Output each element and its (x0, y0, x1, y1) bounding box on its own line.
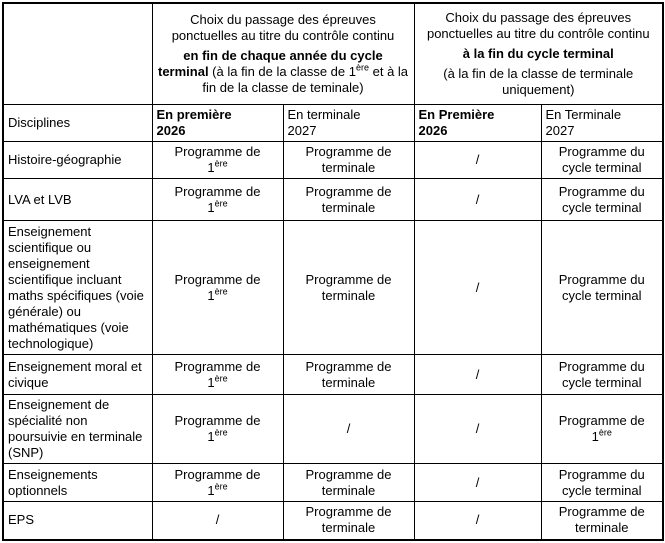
corner-empty-cell (3, 3, 152, 105)
header-right-intro: Choix du passage des épreuves ponctuelles au titre du contrôle continu (426, 10, 650, 41)
programme-cell: Programme du cycle terminal (541, 464, 663, 502)
programme-cell: Programme de terminale (283, 221, 414, 355)
discipline-label: Enseignement scientifique ou enseignement scientifique incluant maths spécifiques (voie générale) ou mathématiques (voie technologique) (3, 221, 152, 355)
programme-cell: / (414, 355, 541, 395)
programme-cell: Programme de terminale (283, 355, 414, 395)
discipline-label: EPS (3, 502, 152, 540)
programme-cell: / (152, 502, 283, 540)
programme-cell: / (414, 502, 541, 540)
table-row (3, 395, 663, 464)
discipline-label: LVA et LVB (3, 179, 152, 221)
header-left-intro: Choix du passage des épreuves ponctuelles au titre du contrôle continu (171, 12, 395, 43)
discipline-label: Histoire-géographie (3, 142, 152, 179)
header-row-groups (3, 3, 663, 105)
programme-cell: Programme de terminale (283, 502, 414, 540)
programme-cell: Programme de 1ère (152, 355, 283, 395)
header-group-cycle-annual (152, 3, 414, 105)
programme-cell: Programme de 1ère (152, 395, 283, 464)
programme-cell: / (414, 221, 541, 355)
col-header-line2: 2026 (156, 123, 186, 138)
programme-cell: / (414, 179, 541, 221)
programme-cell: / (414, 464, 541, 502)
header-left-detail: en fin de chaque année du cycle terminal (à la fin de la classe de 1ère et à la fin de la classe de teminale) (157, 48, 409, 95)
col-header-line1: En terminale (287, 107, 361, 122)
programme-cell: Programme du cycle terminal (541, 355, 663, 395)
header-right-detail: (à la fin de la classe de terminale uniquement) (443, 66, 634, 97)
col-header-premiere-2026-left (152, 105, 283, 142)
col-header-line1: En première (156, 107, 232, 122)
col-header-premiere-2026-right (414, 105, 541, 142)
programme-cell: Programme de 1ère (152, 142, 283, 179)
col-header-line2: 2027 (545, 123, 575, 138)
programme-cell: Programme de 1ère (152, 464, 283, 502)
header-right-bold-line: à la fin du cycle terminal (462, 46, 614, 61)
header-row-columns (3, 105, 663, 142)
programme-cell: Programme du cycle terminal (541, 142, 663, 179)
col-header-line1: En Terminale (545, 107, 622, 122)
table-row (3, 502, 663, 540)
programme-cell: Programme de terminale (541, 502, 663, 540)
epreuves-ponctuelles-table (2, 2, 664, 541)
table-row (3, 221, 663, 355)
programme-cell: Programme de 1ère (152, 221, 283, 355)
programme-cell: Programme de 1ère (541, 395, 663, 464)
programme-cell: Programme de terminale (283, 464, 414, 502)
programme-cell: Programme du cycle terminal (541, 179, 663, 221)
col-header-terminale-2027-left (283, 105, 414, 142)
col-header-line2: 2027 (287, 123, 317, 138)
programme-cell: / (414, 142, 541, 179)
col-header-terminale-2027-right (541, 105, 663, 142)
discipline-label: Enseignement de spécialité non poursuivie en terminale (SNP) (3, 395, 152, 464)
header-group-cycle-end (414, 3, 663, 105)
programme-cell: / (414, 395, 541, 464)
col-header-line1: En Première (418, 107, 495, 122)
table-row (3, 142, 663, 179)
programme-cell: Programme du cycle terminal (541, 221, 663, 355)
programme-cell: Programme de terminale (283, 142, 414, 179)
col-header-line2: 2026 (418, 123, 448, 138)
programme-cell: Programme de terminale (283, 179, 414, 221)
table-row (3, 355, 663, 395)
discipline-label: Enseignements optionnels (3, 464, 152, 502)
programme-cell: Programme de 1ère (152, 179, 283, 221)
disciplines-header: Disciplines (3, 105, 152, 142)
programme-cell: / (283, 395, 414, 464)
table-row (3, 464, 663, 502)
discipline-label: Enseignement moral et civique (3, 355, 152, 395)
table-row (3, 179, 663, 221)
